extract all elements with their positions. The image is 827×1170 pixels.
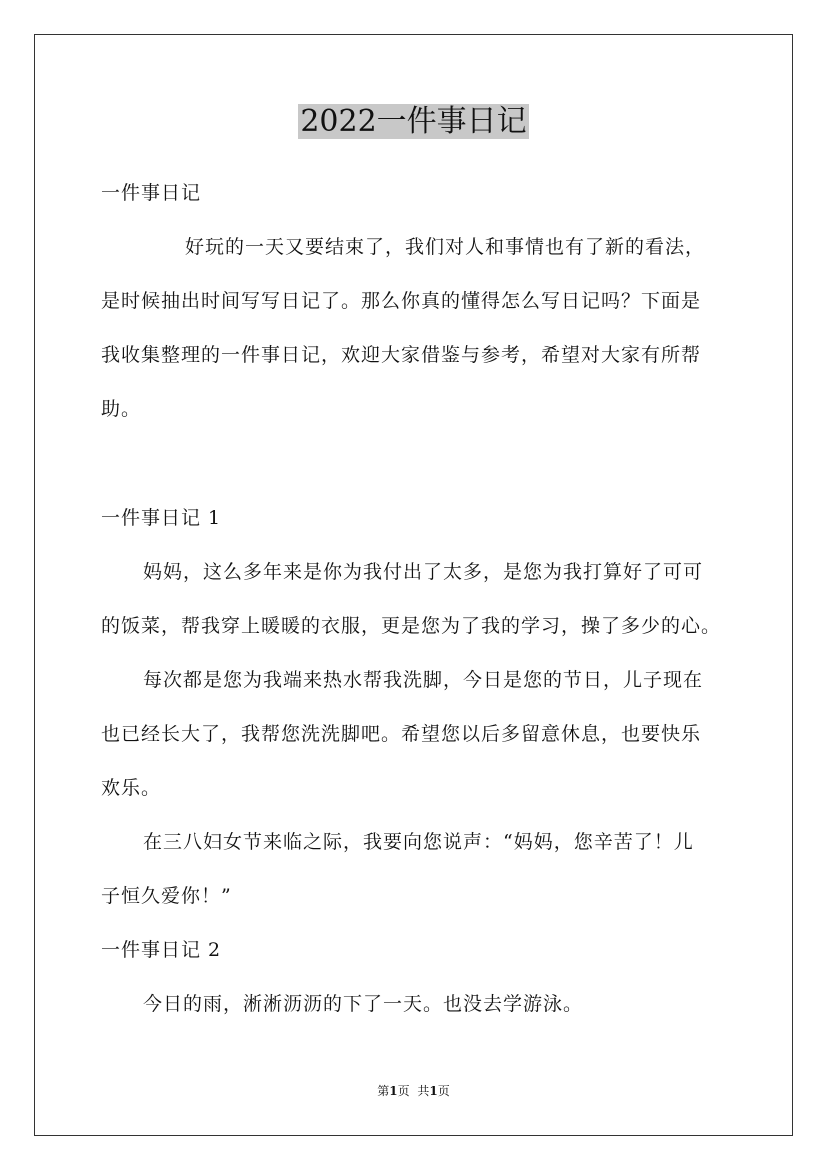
paragraph-line: 助。 xyxy=(101,398,142,420)
page-number: 1 xyxy=(389,1084,398,1098)
page-label-prefix: 第 xyxy=(377,1084,390,1098)
page-footer xyxy=(0,1083,827,1099)
paragraph-line: 每次都是您为我端来热水帮我洗脚，今日是您的节日，儿子现在 xyxy=(143,669,704,691)
section-heading: 一件事日记 xyxy=(101,182,202,204)
paragraph-line: 我收集整理的一件事日记，欢迎大家借鉴与参考，希望对大家有所帮 xyxy=(101,344,702,366)
paragraph-line: 在三八妇女节来临之际，我要向您说声：“妈妈，您辛苦了！儿 xyxy=(143,831,694,853)
paragraph-line: 也已经长大了，我帮您洗洗脚吧。希望您以后多留意休息，也要快乐 xyxy=(101,723,702,745)
paragraph-line: 欢乐。 xyxy=(101,777,162,799)
total-pages: 1 xyxy=(429,1084,438,1098)
document-title-text: 2022一件事日记 xyxy=(300,104,527,139)
paragraph-line: 今日的雨，淅淅沥沥的下了一天。也没去学游泳。 xyxy=(143,993,584,1015)
document-title xyxy=(0,102,827,142)
section-heading: 一件事日记 2 xyxy=(101,939,222,961)
paragraph-line: 是时候抽出时间写写日记了。那么你真的懂得怎么写日记吗？下面是 xyxy=(101,290,702,312)
total-label-suffix: 页 xyxy=(437,1084,450,1098)
total-label-prefix: 共 xyxy=(417,1084,430,1098)
paragraph-line: 妈妈，这么多年来是你为我付出了太多，是您为我打算好了可可 xyxy=(143,561,704,583)
paragraph-line: 的饭菜，帮我穿上暖暖的衣服，更是您为了我的学习，操了多少的心。 xyxy=(101,615,722,637)
paragraph-line: 好玩的一天又要结束了，我们对人和事情也有了新的看法， xyxy=(185,236,706,258)
section-heading: 一件事日记 1 xyxy=(101,507,222,529)
page-label-suffix: 页 xyxy=(397,1084,410,1098)
paragraph-line: 子恒久爱你！” xyxy=(101,885,232,907)
